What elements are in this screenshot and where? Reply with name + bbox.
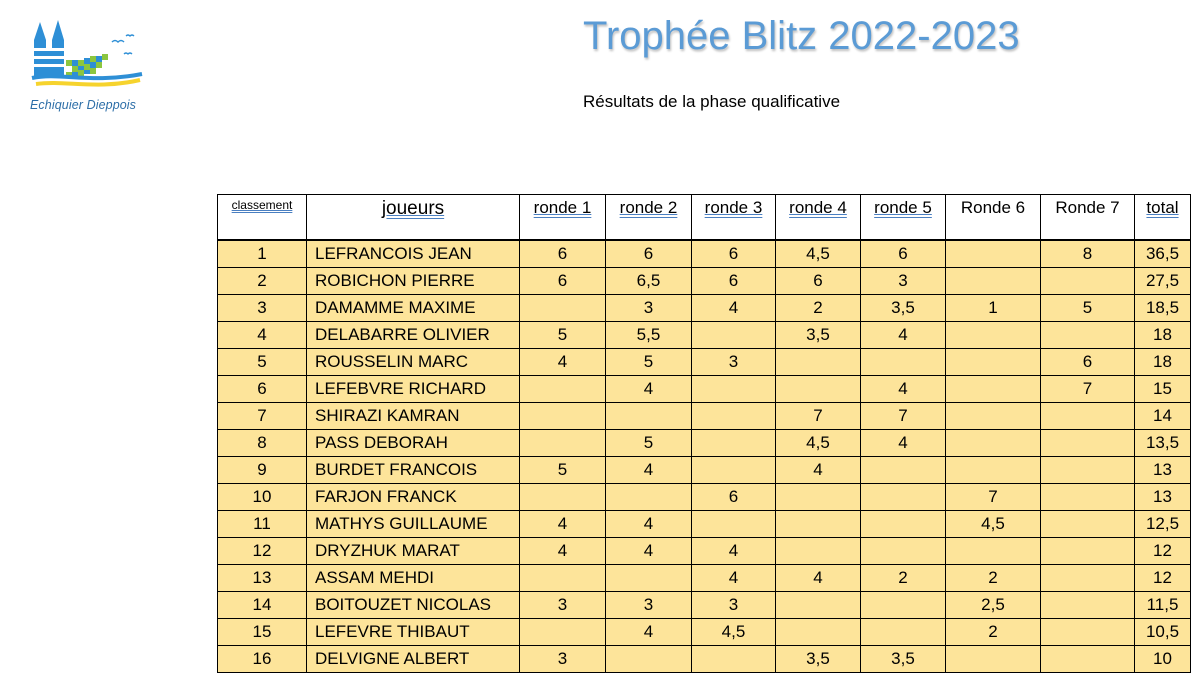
round-4-score-cell: 2 [776, 294, 861, 321]
round-2-score-cell [606, 402, 692, 429]
round-2-score-cell: 6,5 [606, 267, 692, 294]
total-cell: 13,5 [1135, 429, 1191, 456]
round-6-score-cell [946, 402, 1041, 429]
round-5-score-cell [861, 483, 946, 510]
round-1-score-cell: 4 [520, 348, 606, 375]
round-6-score-cell: 1 [946, 294, 1041, 321]
table-row [218, 618, 1191, 645]
round-6-score-cell: 2 [946, 618, 1041, 645]
player-name-cell: LEFEVRE THIBAUT [307, 618, 520, 645]
total-cell: 18 [1135, 348, 1191, 375]
round-7-score-cell [1041, 321, 1135, 348]
round-1-score-cell [520, 402, 606, 429]
total-cell: 18,5 [1135, 294, 1191, 321]
round-7-score-cell [1041, 402, 1135, 429]
rank-cell: 6 [218, 375, 307, 402]
total-cell: 27,5 [1135, 267, 1191, 294]
table-row [218, 456, 1191, 483]
round-4-score-cell [776, 483, 861, 510]
header-ronde-7: Ronde 7 [1041, 195, 1135, 240]
round-4-score-cell: 4 [776, 564, 861, 591]
round-6-score-cell [946, 375, 1041, 402]
header-ronde-3: ronde 3 [692, 195, 776, 240]
round-7-score-cell: 5 [1041, 294, 1135, 321]
round-3-score-cell: 6 [692, 483, 776, 510]
round-5-score-cell [861, 591, 946, 618]
round-1-score-cell: 4 [520, 510, 606, 537]
rank-cell: 1 [218, 240, 307, 268]
round-6-score-cell [946, 456, 1041, 483]
rank-cell: 15 [218, 618, 307, 645]
round-7-score-cell: 6 [1041, 348, 1135, 375]
round-7-score-cell: 7 [1041, 375, 1135, 402]
player-name-cell: DELVIGNE ALBERT [307, 645, 520, 672]
player-name-cell: LEFEBVRE RICHARD [307, 375, 520, 402]
table-row [218, 429, 1191, 456]
round-5-score-cell: 4 [861, 429, 946, 456]
round-4-score-cell: 4,5 [776, 240, 861, 268]
round-3-score-cell [692, 375, 776, 402]
round-4-score-cell: 4,5 [776, 429, 861, 456]
round-2-score-cell: 3 [606, 591, 692, 618]
round-5-score-cell [861, 618, 946, 645]
table-row [218, 348, 1191, 375]
round-2-score-cell [606, 483, 692, 510]
total-cell: 11,5 [1135, 591, 1191, 618]
player-name-cell: ROBICHON PIERRE [307, 267, 520, 294]
round-4-score-cell [776, 510, 861, 537]
round-3-score-cell [692, 429, 776, 456]
round-2-score-cell: 6 [606, 240, 692, 268]
round-4-score-cell [776, 537, 861, 564]
table-row [218, 267, 1191, 294]
player-name-cell: PASS DEBORAH [307, 429, 520, 456]
round-3-score-cell [692, 510, 776, 537]
player-name-cell: ASSAM MEHDI [307, 564, 520, 591]
rank-cell: 13 [218, 564, 307, 591]
round-1-score-cell: 4 [520, 537, 606, 564]
round-1-score-cell: 5 [520, 456, 606, 483]
round-3-score-cell: 6 [692, 267, 776, 294]
round-4-score-cell: 6 [776, 267, 861, 294]
round-1-score-cell [520, 564, 606, 591]
round-3-score-cell: 4 [692, 537, 776, 564]
total-cell: 15 [1135, 375, 1191, 402]
table-row [218, 564, 1191, 591]
round-3-score-cell [692, 456, 776, 483]
rank-cell: 11 [218, 510, 307, 537]
table-row [218, 591, 1191, 618]
round-1-score-cell: 6 [520, 267, 606, 294]
total-cell: 10 [1135, 645, 1191, 672]
round-6-score-cell [946, 321, 1041, 348]
round-6-score-cell [946, 240, 1041, 268]
header-joueurs: joueurs [307, 195, 520, 240]
round-3-score-cell: 3 [692, 348, 776, 375]
total-cell: 12 [1135, 537, 1191, 564]
round-5-score-cell: 6 [861, 240, 946, 268]
rank-cell: 4 [218, 321, 307, 348]
round-2-score-cell: 5 [606, 348, 692, 375]
round-3-score-cell [692, 321, 776, 348]
table-row [218, 321, 1191, 348]
player-name-cell: BURDET FRANCOIS [307, 456, 520, 483]
round-7-score-cell [1041, 537, 1135, 564]
round-2-score-cell: 5 [606, 429, 692, 456]
player-name-cell: BOITOUZET NICOLAS [307, 591, 520, 618]
round-2-score-cell: 4 [606, 456, 692, 483]
player-name-cell: DAMAMME MAXIME [307, 294, 520, 321]
table-header-row [218, 195, 1191, 240]
header-ronde-5: ronde 5 [861, 195, 946, 240]
round-5-score-cell: 7 [861, 402, 946, 429]
round-7-score-cell [1041, 267, 1135, 294]
round-1-score-cell: 5 [520, 321, 606, 348]
club-logo [24, 18, 154, 118]
round-3-score-cell: 4 [692, 564, 776, 591]
rank-cell: 9 [218, 456, 307, 483]
rank-cell: 14 [218, 591, 307, 618]
total-cell: 18 [1135, 321, 1191, 348]
round-5-score-cell [861, 456, 946, 483]
round-2-score-cell: 4 [606, 618, 692, 645]
round-4-score-cell [776, 375, 861, 402]
round-1-score-cell [520, 375, 606, 402]
round-2-score-cell: 4 [606, 375, 692, 402]
player-name-cell: MATHYS GUILLAUME [307, 510, 520, 537]
player-name-cell: SHIRAZI KAMRAN [307, 402, 520, 429]
round-1-score-cell [520, 294, 606, 321]
page-subtitle: Résultats de la phase qualificative [583, 92, 841, 111]
table-row [218, 294, 1191, 321]
player-name-cell: DELABARRE OLIVIER [307, 321, 520, 348]
round-5-score-cell: 3 [861, 267, 946, 294]
round-6-score-cell [946, 267, 1041, 294]
total-cell: 13 [1135, 483, 1191, 510]
logo-caption: Echiquier Dieppois [30, 98, 137, 112]
results-table [217, 194, 1191, 673]
round-5-score-cell: 2 [861, 564, 946, 591]
header-ronde-1: ronde 1 [520, 195, 606, 240]
rank-cell: 3 [218, 294, 307, 321]
table-row [218, 240, 1191, 268]
total-cell: 14 [1135, 402, 1191, 429]
rank-cell: 7 [218, 402, 307, 429]
player-name-cell: DRYZHUK MARAT [307, 537, 520, 564]
round-6-score-cell: 2,5 [946, 591, 1041, 618]
round-6-score-cell: 4,5 [946, 510, 1041, 537]
round-1-score-cell: 6 [520, 240, 606, 268]
round-4-score-cell [776, 348, 861, 375]
header-ronde-4: ronde 4 [776, 195, 861, 240]
rank-cell: 10 [218, 483, 307, 510]
table-row [218, 537, 1191, 564]
player-name-cell: LEFRANCOIS JEAN [307, 240, 520, 268]
round-5-score-cell: 3,5 [861, 645, 946, 672]
player-name-cell: ROUSSELIN MARC [307, 348, 520, 375]
total-cell: 36,5 [1135, 240, 1191, 268]
round-3-score-cell: 4,5 [692, 618, 776, 645]
round-4-score-cell [776, 618, 861, 645]
round-5-score-cell: 4 [861, 375, 946, 402]
round-7-score-cell [1041, 483, 1135, 510]
round-5-score-cell: 3,5 [861, 294, 946, 321]
page-title: Trophée Blitz 2022-2023 [583, 14, 1020, 58]
round-1-score-cell [520, 618, 606, 645]
round-6-score-cell: 7 [946, 483, 1041, 510]
round-6-score-cell [946, 348, 1041, 375]
round-1-score-cell [520, 429, 606, 456]
round-6-score-cell [946, 537, 1041, 564]
round-4-score-cell: 4 [776, 456, 861, 483]
round-3-score-cell: 6 [692, 240, 776, 268]
round-2-score-cell: 5,5 [606, 321, 692, 348]
round-6-score-cell: 2 [946, 564, 1041, 591]
player-name-cell: FARJON FRANCK [307, 483, 520, 510]
round-5-score-cell: 4 [861, 321, 946, 348]
round-2-score-cell: 4 [606, 537, 692, 564]
table-row [218, 402, 1191, 429]
total-cell: 10,5 [1135, 618, 1191, 645]
round-7-score-cell [1041, 510, 1135, 537]
round-3-score-cell: 3 [692, 591, 776, 618]
table-row [218, 483, 1191, 510]
round-1-score-cell: 3 [520, 645, 606, 672]
header-ronde-2: ronde 2 [606, 195, 692, 240]
round-3-score-cell [692, 402, 776, 429]
total-cell: 12 [1135, 564, 1191, 591]
round-7-score-cell [1041, 429, 1135, 456]
header-ronde-6: Ronde 6 [946, 195, 1041, 240]
round-1-score-cell [520, 483, 606, 510]
round-4-score-cell: 3,5 [776, 321, 861, 348]
total-cell: 12,5 [1135, 510, 1191, 537]
header-total: total [1135, 195, 1191, 240]
round-7-score-cell: 8 [1041, 240, 1135, 268]
round-7-score-cell [1041, 564, 1135, 591]
rank-cell: 5 [218, 348, 307, 375]
header-classement: classement [218, 195, 307, 240]
round-5-score-cell [861, 537, 946, 564]
round-7-score-cell [1041, 618, 1135, 645]
rank-cell: 16 [218, 645, 307, 672]
rank-cell: 8 [218, 429, 307, 456]
round-1-score-cell: 3 [520, 591, 606, 618]
round-5-score-cell [861, 510, 946, 537]
round-7-score-cell [1041, 591, 1135, 618]
rank-cell: 2 [218, 267, 307, 294]
round-4-score-cell: 3,5 [776, 645, 861, 672]
round-6-score-cell [946, 429, 1041, 456]
round-4-score-cell [776, 591, 861, 618]
round-3-score-cell: 4 [692, 294, 776, 321]
round-2-score-cell [606, 564, 692, 591]
table-row [218, 510, 1191, 537]
round-2-score-cell: 4 [606, 510, 692, 537]
results-body [218, 240, 1191, 673]
round-5-score-cell [861, 348, 946, 375]
round-2-score-cell: 3 [606, 294, 692, 321]
round-4-score-cell: 7 [776, 402, 861, 429]
rank-cell: 12 [218, 537, 307, 564]
round-7-score-cell [1041, 456, 1135, 483]
total-cell: 13 [1135, 456, 1191, 483]
castle-logo-icon [30, 18, 145, 98]
table-row [218, 375, 1191, 402]
